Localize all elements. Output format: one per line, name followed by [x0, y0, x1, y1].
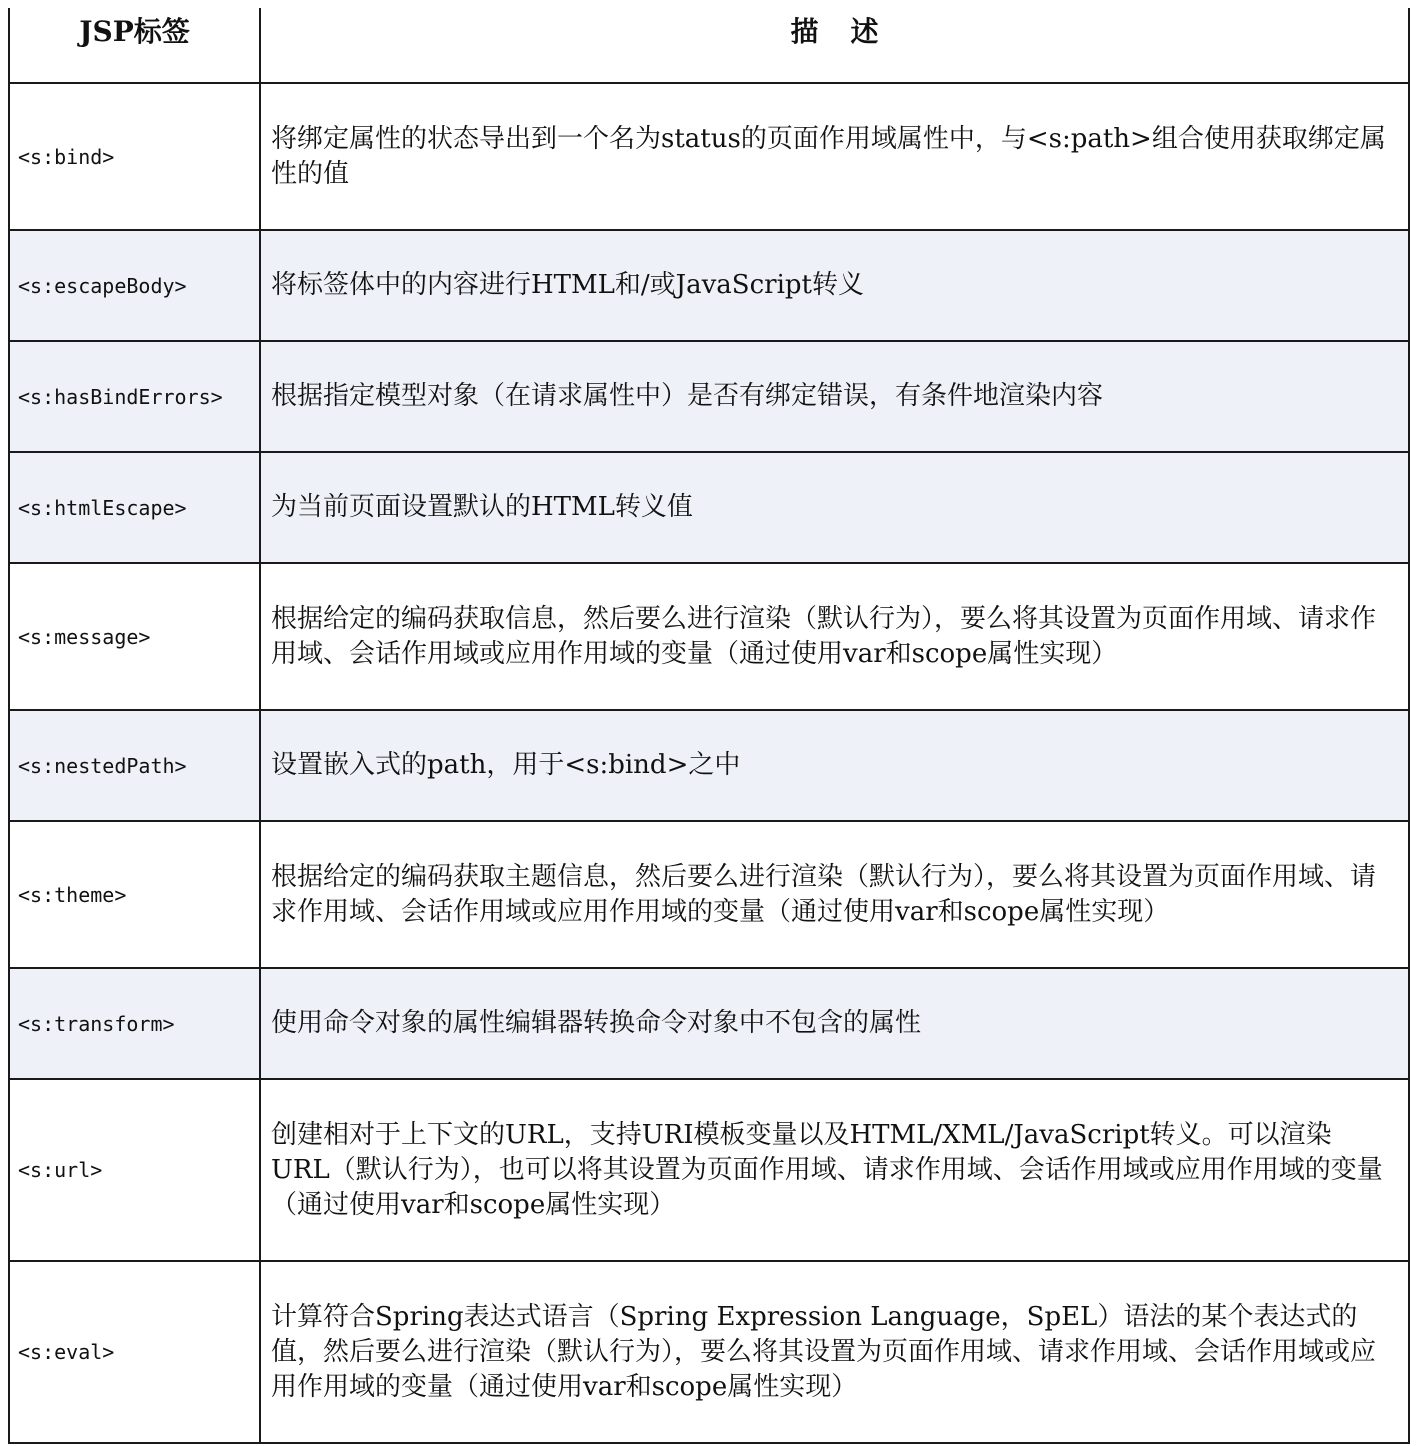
description-cell: 创建相对于上下文的URL，支持URI模板变量以及HTML/XML/JavaScript转义。可以渲染URL（默认行为），也可以将其设置为页面作用域、请求作用域、会话作用域或应用作用域的变量（通过使用var和scope属性实现）	[260, 1079, 1408, 1261]
tag-cell: <s:theme>	[10, 821, 260, 968]
tag-cell: <s:escapeBody>	[10, 230, 260, 341]
description-cell: 根据给定的编码获取主题信息，然后要么进行渲染（默认行为），要么将其设置为页面作用域、请求作用域、会话作用域或应用作用域的变量（通过使用var和scope属性实现）	[260, 821, 1408, 968]
tag-cell: <s:htmlEscape>	[10, 452, 260, 563]
table-row	[10, 563, 1408, 710]
table-row	[10, 710, 1408, 821]
header-tag: JSP标签	[10, 8, 260, 83]
tag-cell: <s:bind>	[10, 83, 260, 230]
tag-cell: <s:hasBindErrors>	[10, 341, 260, 452]
table-row	[10, 968, 1408, 1079]
description-cell: 将绑定属性的状态导出到一个名为status的页面作用域属性中，与<s:path>组合使用获取绑定属性的值	[260, 83, 1408, 230]
tag-cell: <s:message>	[10, 563, 260, 710]
header-description: 描述	[790, 15, 911, 48]
tag-cell: <s:eval>	[10, 1261, 260, 1442]
description-cell: 为当前页面设置默认的HTML转义值	[260, 452, 1408, 563]
table-row	[10, 452, 1408, 563]
description-cell: 将标签体中的内容进行HTML和/或JavaScript转义	[260, 230, 1408, 341]
jsp-tag-table	[8, 8, 1410, 1444]
description-cell: 设置嵌入式的path，用于<s:bind>之中	[260, 710, 1408, 821]
table-row	[10, 230, 1408, 341]
table-row	[10, 341, 1408, 452]
tag-cell: <s:transform>	[10, 968, 260, 1079]
table-row	[10, 1261, 1408, 1442]
header-row	[10, 8, 1408, 83]
description-cell: 使用命令对象的属性编辑器转换命令对象中不包含的属性	[260, 968, 1408, 1079]
table-row	[10, 1079, 1408, 1261]
table-row	[10, 83, 1408, 230]
description-cell: 根据给定的编码获取信息，然后要么进行渲染（默认行为），要么将其设置为页面作用域、请求作用域、会话作用域或应用作用域的变量（通过使用var和scope属性实现）	[260, 563, 1408, 710]
tag-reference-table	[10, 8, 1408, 1442]
tag-cell: <s:url>	[10, 1079, 260, 1261]
description-cell: 根据指定模型对象（在请求属性中）是否有绑定错误，有条件地渲染内容	[260, 341, 1408, 452]
table-row	[10, 821, 1408, 968]
tag-cell: <s:nestedPath>	[10, 710, 260, 821]
description-cell: 计算符合Spring表达式语言（Spring Expression Language，SpEL）语法的某个表达式的值，然后要么进行渲染（默认行为），要么将其设置为页面作用域、请求作用域、会话作用域或应用作用域的变量（通过使用var和scope属性实现）	[260, 1261, 1408, 1442]
